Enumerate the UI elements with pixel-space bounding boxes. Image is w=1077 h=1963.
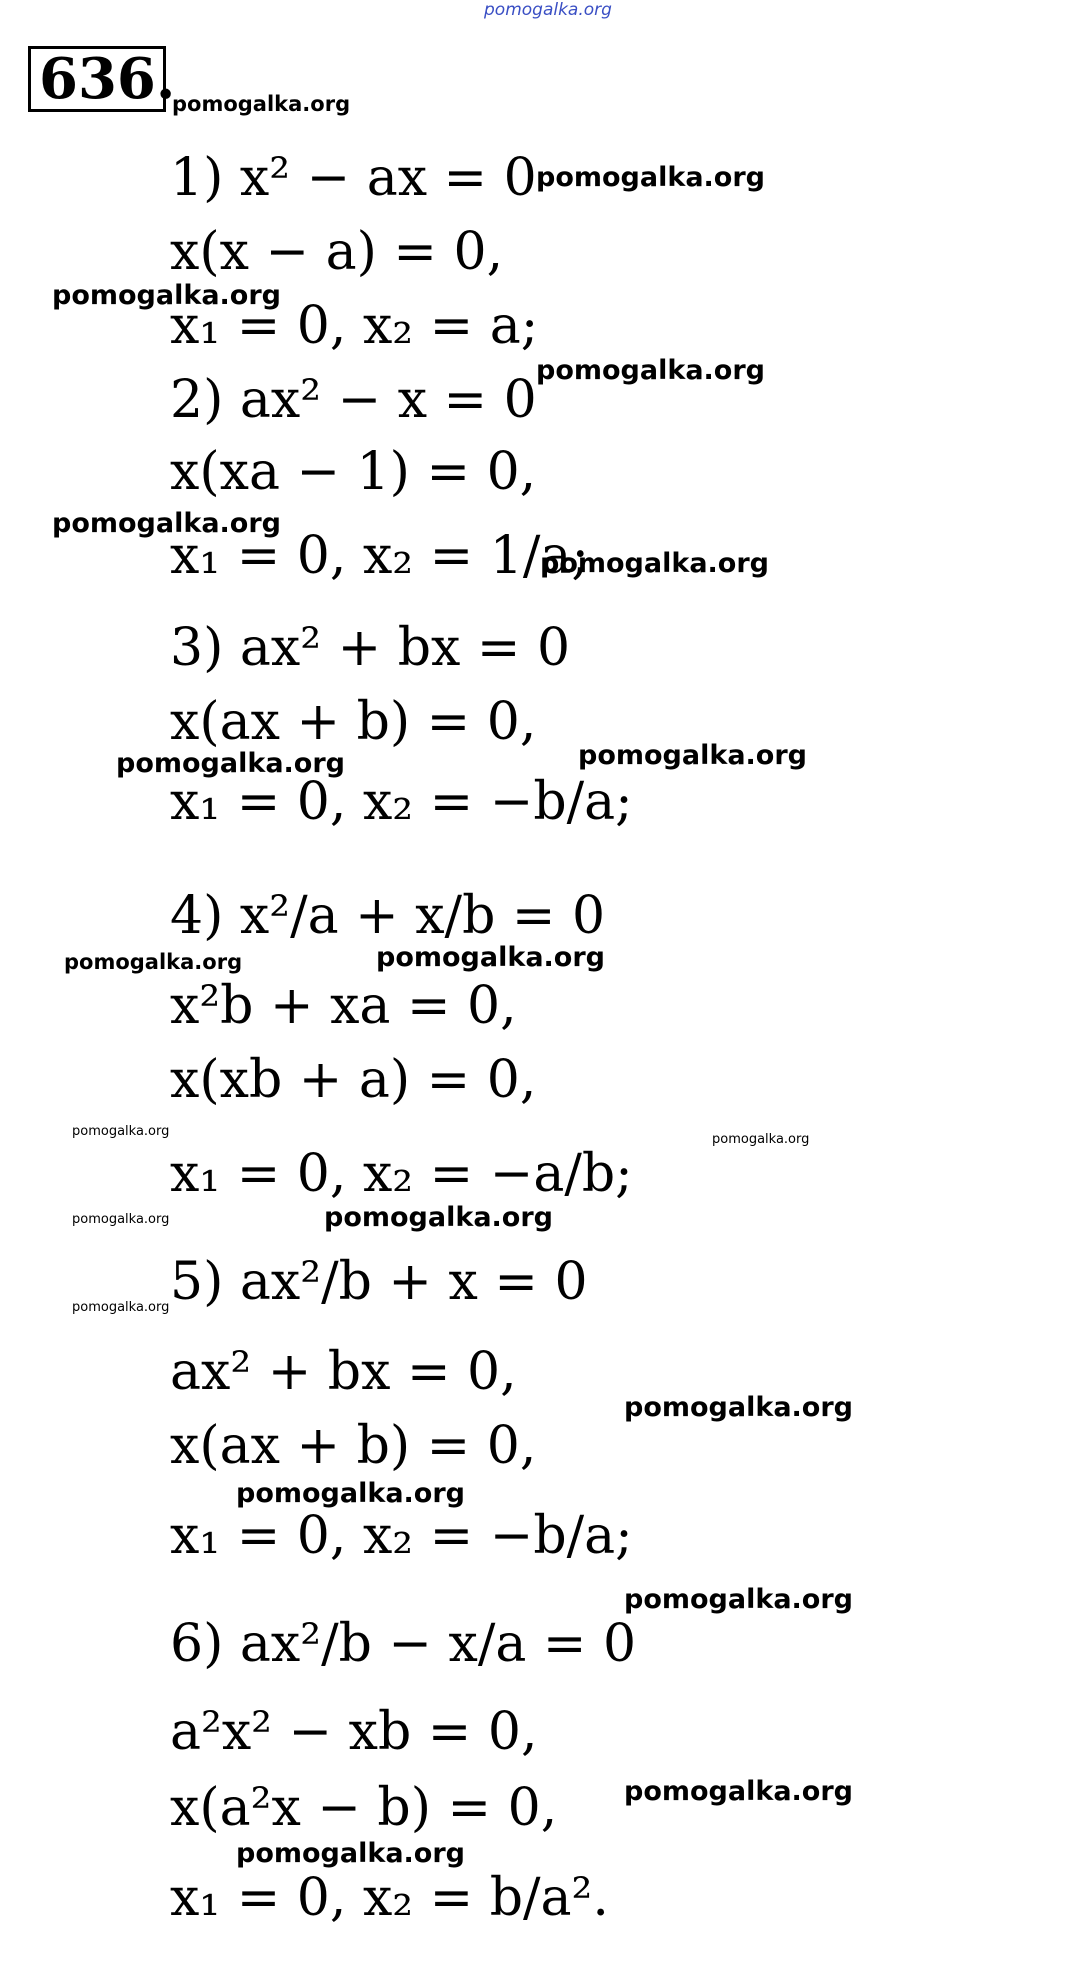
- watermark: pomogalka.org: [72, 1124, 170, 1139]
- step-4-expanded: x²b + xa = 0,: [170, 976, 517, 1036]
- step-2-roots: x₁ = 0, x₂ = 1/a;: [170, 526, 589, 586]
- watermark: pomogalka.org: [578, 740, 807, 771]
- step-3-roots: x₁ = 0, x₂ = −b/a;: [170, 772, 633, 832]
- problem-number: 636.: [28, 46, 166, 112]
- watermark: pomogalka.org: [324, 1202, 553, 1233]
- watermark: pomogalka.org: [116, 748, 345, 779]
- step-4-equation: 4) x²/a + x/b = 0: [170, 886, 606, 946]
- step-6-roots: x₁ = 0, x₂ = b/a².: [170, 1868, 609, 1928]
- step-1-equation: 1) x² − ax = 0: [170, 148, 537, 208]
- step-6-factored: x(a²x − b) = 0,: [170, 1778, 558, 1838]
- watermark: pomogalka.org: [376, 942, 605, 973]
- step-6-equation: 6) ax²/b − x/a = 0: [170, 1614, 637, 1674]
- step-2-equation: 2) ax² − x = 0: [170, 370, 537, 430]
- watermark: pomogalka.org: [64, 950, 243, 974]
- watermark: pomogalka.org: [624, 1584, 853, 1615]
- step-4-roots: x₁ = 0, x₂ = −a/b;: [170, 1144, 633, 1204]
- step-5-expanded: ax² + bx = 0,: [170, 1342, 517, 1402]
- step-3-equation: 3) ax² + bx = 0: [170, 618, 571, 678]
- watermark: pomogalka.org: [712, 1132, 810, 1147]
- watermark: pomogalka.org: [536, 162, 765, 193]
- step-4-factored: x(xb + a) = 0,: [170, 1050, 537, 1110]
- watermark: pomogalka.org: [72, 1212, 170, 1227]
- step-5-factored: x(ax + b) = 0,: [170, 1416, 537, 1476]
- step-5-roots: x₁ = 0, x₂ = −b/a;: [170, 1506, 633, 1566]
- site-header-link[interactable]: pomogalka.org: [484, 0, 612, 20]
- step-6-expanded: a²x² − xb = 0,: [170, 1702, 538, 1762]
- watermark: pomogalka.org: [536, 355, 765, 386]
- step-1-roots: x₁ = 0, x₂ = a;: [170, 296, 539, 356]
- watermark: pomogalka.org: [624, 1776, 853, 1807]
- step-2-factored: x(xa − 1) = 0,: [170, 442, 537, 502]
- watermark: pomogalka.org: [540, 548, 769, 579]
- watermark: pomogalka.org: [236, 1478, 465, 1509]
- watermark: pomogalka.org: [236, 1838, 465, 1869]
- watermark: pomogalka.org: [52, 280, 281, 311]
- watermark: pomogalka.org: [172, 92, 351, 116]
- step-5-equation: 5) ax²/b + x = 0: [170, 1252, 588, 1312]
- watermark: pomogalka.org: [52, 508, 281, 539]
- step-1-factored: x(x − a) = 0,: [170, 222, 504, 282]
- step-3-factored: x(ax + b) = 0,: [170, 692, 537, 752]
- watermark: pomogalka.org: [624, 1392, 853, 1423]
- watermark: pomogalka.org: [72, 1300, 170, 1315]
